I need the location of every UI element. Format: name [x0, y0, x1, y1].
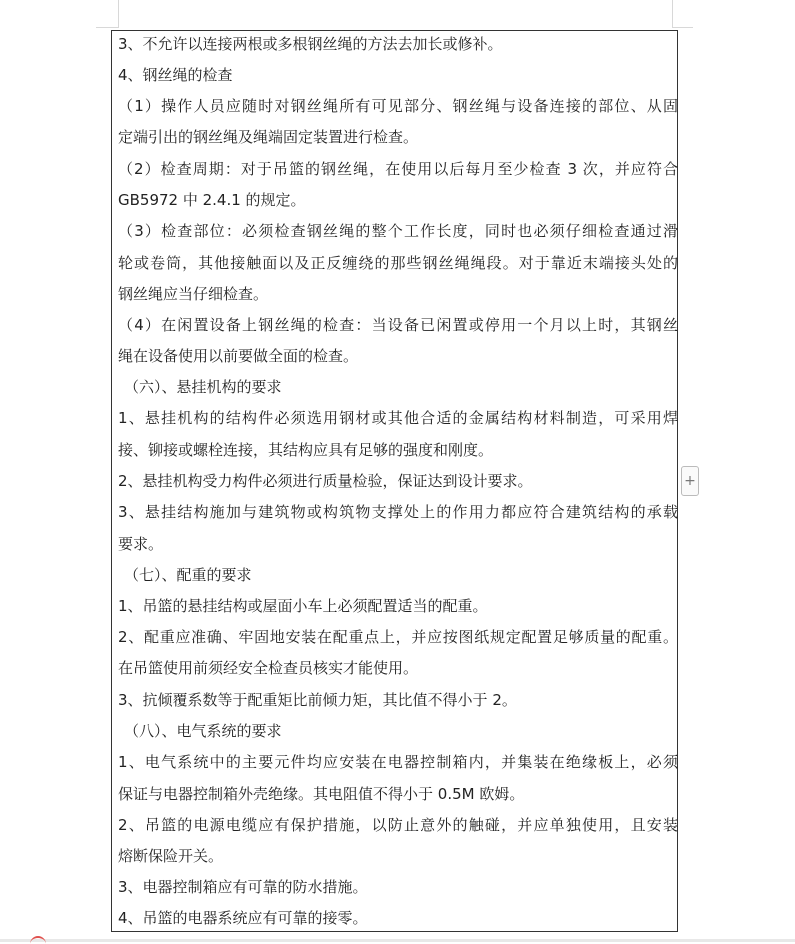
text-line: 2、配重应准确、牢固地安装在配重点上，并应按图纸规定配置足够质量的配重。	[118, 628, 678, 646]
text-line: GB5972 中 2.4.1 的规定。	[118, 191, 306, 209]
text-line: （2）检查周期：对于吊篮的钢丝绳，在使用以后每月至少检查 3 次，并应符合	[118, 160, 678, 178]
text-line: 1、吊篮的悬挂结构或屋面小车上必须配置适当的配重。	[118, 597, 488, 615]
section-heading: （八）、电气系统的要求	[124, 722, 282, 740]
text-line: 熔断保险开关。	[118, 847, 224, 865]
text-line: 1、电气系统中的主要元件均应安装在电器控制箱内，并集装在绝缘板上，必须	[118, 753, 678, 771]
text-line: （4）在闲置设备上钢丝绳的检查：当设备已闲置或停用一个月以上时，其钢丝	[118, 316, 678, 334]
text-line: 3、悬挂结构施加与建筑物或构筑物支撑处上的作用力都应符合建筑结构的承载	[118, 503, 678, 521]
text-line: 绳在设备使用以前要做全面的检查。	[118, 347, 359, 365]
margin-corner-mark	[673, 27, 693, 28]
text-line: （3）检查部位：必须检查钢丝绳的整个工作长度，同时也必须仔细检查通过滑	[118, 222, 678, 240]
section-heading: （七）、配重的要求	[124, 566, 252, 584]
text-line: 1、悬挂机构的结构件必须选用钢材或其他合适的金属结构材料制造，可采用焊	[118, 409, 678, 427]
text-line: （1）操作人员应随时对钢丝绳所有可见部分、钢丝绳与设备连接的部位、从固	[118, 97, 678, 115]
text-line: 定端引出的钢丝绳及绳端固定装置进行检查。	[118, 128, 419, 146]
section-heading: （六）、悬挂机构的要求	[124, 378, 282, 396]
text-line: 2、吊篮的电源电缆应有保护措施，以防止意外的触碰，并应单独使用，且安装	[118, 816, 678, 834]
text-line: 要求。	[118, 535, 164, 553]
add-button[interactable]	[681, 466, 699, 496]
plus-icon: +	[684, 473, 696, 489]
corner-accent-icon	[30, 936, 46, 944]
text-line: 4、吊篮的电器系统应有可靠的接零。	[118, 909, 368, 927]
text-line: 在吊篮使用前须经安全检查员核实才能使用。	[118, 659, 419, 677]
text-line: 轮或卷筒，其他接触面以及正反缠绕的那些钢丝绳绳段。对于靠近末端接头处的	[118, 254, 678, 272]
margin-corner-mark	[96, 27, 118, 28]
text-line: 钢丝绳应当仔细检查。	[118, 285, 269, 303]
margin-corner-mark	[672, 0, 673, 28]
text-line: 3、电器控制箱应有可靠的防水措施。	[118, 878, 368, 896]
text-line: 3、不允许以连接两根或多根钢丝绳的方法去加长或修补。	[118, 35, 503, 53]
text-line: 3、抗倾覆系数等于配重矩比前倾力矩，其比值不得小于 2。	[118, 691, 517, 709]
text-line: 2、悬挂机构受力构件必须进行质量检验，保证达到设计要求。	[118, 472, 533, 490]
text-line: 保证与电器控制箱外壳绝缘。其电阻值不得小于 0.5M 欧姆。	[118, 785, 525, 803]
text-line: 接、铆接或螺栓连接，其结构应具有足够的强度和刚度。	[118, 441, 494, 459]
section-heading: 4、钢丝绳的检查	[118, 66, 233, 84]
margin-corner-mark	[118, 0, 119, 28]
